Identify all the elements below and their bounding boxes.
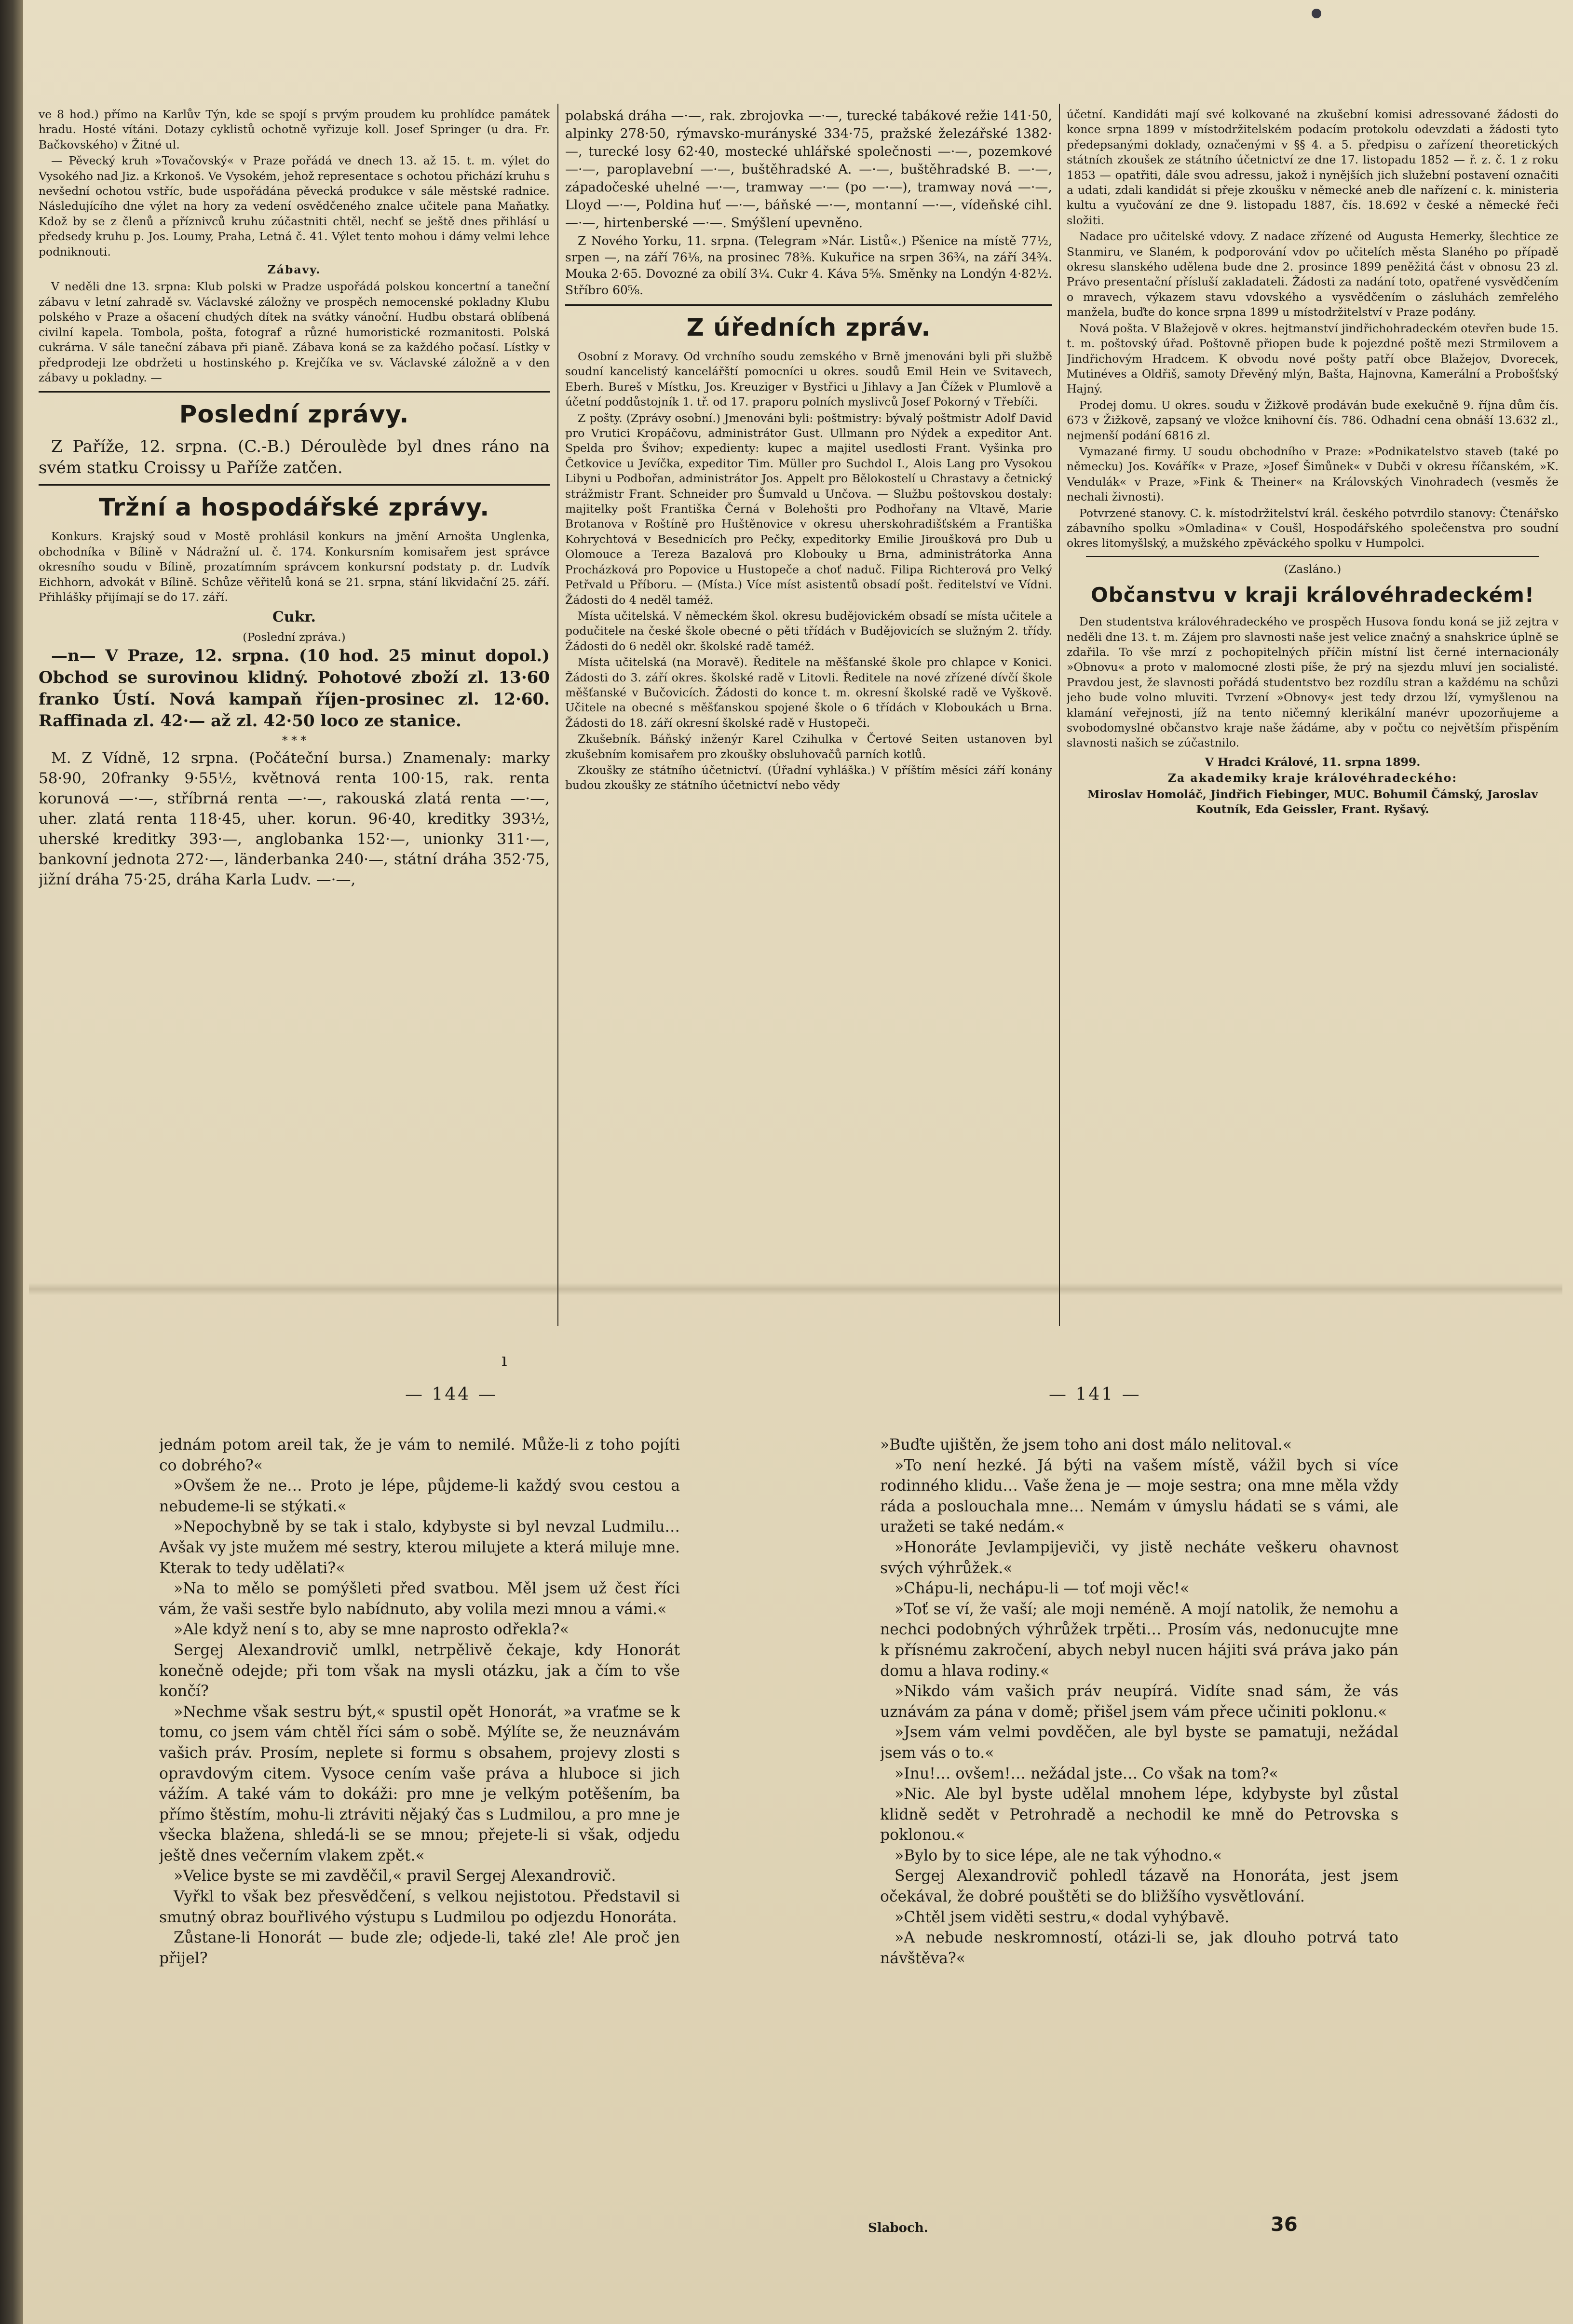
prose-paragraph: Sergej Alexandrovič umlkl, netrpělivě čekaje, kdy Honorát konečně odejde; při tom však na mysli otázku, jak a čím to vše končí? xyxy=(159,1641,680,1700)
article-paragraph: Vymazané firmy. U soudu obchodního v Praze: »Podnikatelstvo staveb (také po německu) Jos. Kovářík« v Praze, »Josef Šimůnek« v Dubči v okresu říčanském, »K. Vendulák« v Praze, »Fink & Theiner« na Královských Vinohradech (vesměs že nechali živnosti). xyxy=(1067,444,1559,504)
article-paragraph: Zkoušky ze státního účetnictví. (Úřadní vyhláška.) V příštím měsíci září konány budou zkoušky ze státního účetnictví nebo vědy xyxy=(565,763,1052,792)
page-fold-shadow xyxy=(29,1283,1562,1295)
signatory-intro: Za akademiky kraje královéhradeckého: xyxy=(1167,771,1458,785)
prose-paragraph: »Nic. Ale byl byste udělal mnohem lépe, kdybyste byl zůstal klidně sedět v Petrohradě a nechodil ke mně do Petrovska s poklonou.« xyxy=(880,1785,1398,1844)
prose-paragraph: »Bylo by to sice lépe, ale ne tak výhodno.« xyxy=(895,1847,1222,1864)
column-rule xyxy=(557,104,558,1326)
newspaper-column-2 xyxy=(565,107,1052,1327)
right-page-number: — 141 — xyxy=(1049,1385,1141,1404)
zaslano-label: (Zasláno.) xyxy=(1284,562,1342,576)
prose-paragraph: »Toť se ví, že vaší; ale moji neméně. A mojí natolik, že nemohu a nechci podobných výhrůžek trpěti… Prosím vás, nedonucujte mne k přísnému zakročení, abych nebyl nucen hájiti svá práva jako pán domu a hlava rodiny.« xyxy=(880,1600,1398,1680)
book-page-left xyxy=(159,1435,680,2187)
article-paragraph: Z Nového Yorku, 11. srpna. (Telegram »Nár. Listů«.) Pšenice na místě 77½, srpen —, na září 76⅛, na prosinec 78⅜. Kukuřice na srpen 36¾, na září 34¾. Mouka 2·65. Dovozné za obilí 3¼. Cukr 4. Káva 5⅝. Směnky na Londýn 4·82½. Stříbro 60⅝. xyxy=(565,234,1052,297)
signatories: Miroslav Homoláč, Jindřich Fiebinger, MUC. Bohumil Čámský, Jaroslav Koutník, Eda Geissler, Frant. Ryšavý. xyxy=(1087,787,1538,816)
newspaper-column-1 xyxy=(39,107,550,1327)
prose-paragraph: »Velice byste se mi zavděčil,« pravil Sergej Alexandrovič. xyxy=(174,1867,616,1885)
left-page-number: — 144 — xyxy=(405,1385,498,1404)
sheet-number: 36 xyxy=(1271,2214,1298,2236)
article-paragraph: Prodej domu. U okres. soudu v Žižkově prodáván bude exekučně 9. října dům čís. 673 v Žižkově, zapsaný ve vložce knihovní čís. 786. Odhadní cena obnáší 13.632 zl., nejmenší podání 6816 zl. xyxy=(1067,398,1559,442)
prose-paragraph: »Ale když není s to, aby se mne naprosto odřekla?« xyxy=(174,1621,569,1639)
prose-paragraph: »Ovšem že ne… Proto je lépe, půjdeme-li každý svou cestou a nebudeme-li se stýkati.« xyxy=(159,1477,680,1515)
section-subheading: Zábavy. xyxy=(267,263,321,277)
section-heading: Poslední zprávy. xyxy=(179,400,409,429)
newspaper-column-3 xyxy=(1067,107,1559,1327)
section-heading: Tržní a hospodářské zprávy. xyxy=(98,493,490,522)
article-paragraph: Z Paříže, 12. srpna. (C.-B.) Déroulède byl dnes ráno na svém statku Croissy u Paříže zatčen. xyxy=(39,437,550,478)
article-paragraph: Místa učitelská (na Moravě). Ředitele na měšťanské škole pro chlapce v Konici. Žádosti do 3. září okres. školské radě v Litovli. Ředitele na nové zřízené dívčí škole měšťanské v Bučovicích. Žádosti do konce t. m. okresní školské radě ve Vyškově. Učitele na obecné s měšťanskou spojené škole o 6 třídách v Kloboukách u Brna. Žádosti do 18. září okresní školské radě v Hustopeči. xyxy=(565,655,1052,730)
ink-spot xyxy=(1312,9,1321,18)
prose-paragraph: »Honoráte Jevlampijeviči, vy jistě necháte veškeru ohavnost svých výhrůžek.« xyxy=(880,1538,1398,1577)
article-paragraph: Potvrzené stanovy. C. k. místodržitelství král. českého potvrdilo stanovy: Čtenářsko zábavního spolku »Omladina« v Coušl, Hospodářského společenstva pro soudní okres litomyšlský, a mužského zpěváckého spolku v Humpolci. xyxy=(1067,506,1559,550)
article-paragraph: V neděli dne 13. srpna: Klub polski w Pradze uspořádá polskou koncertní a taneční zábavu v letní zahradě sv. Václavské záložny ve prospěch nemocenské pokladny Klubu polského v Praze a ošacení chudých dítek na svátky vánoční. Hudbu obstará oblíbená civilní kapela. Tombola, pošta, fotograf a různé humoristické rozmanitosti. Polská cukrárna. V sále taneční zábava při pianě. Zábava koná se za každého počasí. Lístky v předprodeji lze obdržeti u hostinského p. Krejčíka ve sv. Václavské záložně a v den zábavy u pokladny. — xyxy=(39,280,550,384)
article-paragraph: — Pěvecký kruh »Tovačovský« v Praze pořádá ve dnech 13. až 15. t. m. výlet do Vysokého nad Jiz. a Krkonoš. Ve Vysokém, jehož representace s ochotou přichází kruhu s nevšední ochotou vstříc, bude uspořádána pěvecká produkce v sále městské radnice. Následujícího dne výlet na hory za vedení osvědčeného znalce učitele pana Maňatky. Kdož by se z členů a příznivců kruhu zúčastniti chtěl, nechť se ještě dnes přihlásí u předsedy kruhu p. Jos. Loumy, Praha, Letná č. 41. Výlet tento mohou i dámy velmi lehce podniknouti. xyxy=(39,154,550,258)
prose-paragraph: »A nebude neskromností, otázi-li se, jak dlouho potrvá tato návštěva?« xyxy=(880,1929,1398,1967)
article-paragraph: účetní. Kandidáti mají své kolkované na zkušební komisi adressované žádosti do konce srpna 1899 v místodržitelském podacím protokolu odevzdati a žádosti tyto předepsanými doklady, označenými v §§ 4. a 5. předpisu o zařízení theoretických státních zkoušek ze státního účetnictví ze dne 17. listopadu 1852 — ř. z. č. 1 z roku 1853 — opatřiti, dále svou adressu, jakož i nynějších jich služební postavení označiti a udati, zdali kandidát si přeje zkoušku v německé aneb dle nařízení c. k. ministeria kultu a vyučování ze dne 9. listopadu 1887, čís. 18.692 v české a německé řeči složiti. xyxy=(1067,108,1559,227)
prose-paragraph: »Inu!… ovšem!… nežádal jste… Co však na tom?« xyxy=(895,1765,1278,1782)
article-paragraph: Nadace pro učitelské vdovy. Z nadace zřízené od Augusta Hemerky, šlechtice ze Stanmiru, ve Slaném, k podporování vdov po učitelích města Slaného po případě okresu slanského udělena bude dne 2. prosince 1899 peněžitá část v obnosu 23 zl. Právo presentační přísluší zakladateli. Žádosti za nadání toto, opatřené vysvědčením o mravech, výkazem stavu vdovského a vysvědčením o zásluhách zemřelého manžela, buďte do konce srpna 1899 u místodržitelství v Praze podány. xyxy=(1067,230,1559,319)
prose-paragraph: »To není hezké. Já býti na vašem místě, vážil bych si více rodinného klidu… Vaše žena je — moje sestra; ona mne měla vždy ráda a poslouchala mne… Nemám v úmyslu hádati se s vámi, ale uražeti se také nedám.« xyxy=(880,1456,1398,1536)
divider xyxy=(1086,556,1539,557)
signature-mark: Slaboch. xyxy=(868,2221,928,2235)
prose-paragraph: Sergej Alexandrovič pohledl tázavě na Honoráta, jest jsem očekával, že dobré pouštěti se do bližšího vysvětlování. xyxy=(880,1867,1398,1906)
prose-paragraph: »Chtěl jsem viděti sestru,« dodal vyhýbavě. xyxy=(895,1908,1230,1926)
prose-paragraph: »Jsem vám velmi povděčen, ale byl byste se pamatuji, nežádal jsem vás o to.« xyxy=(880,1724,1398,1762)
article-paragraph: Místa učitelská. V německém škol. okresu budějovickém obsadí se místa učitele a podučitele na české škole obecné o pěti třídách v Budějovicích se služným 2. třídy. Žádosti do 6 neděl okr. školské radě taméž. xyxy=(565,609,1052,653)
prose-paragraph: jednám potom areil tak, že je vám to nemilé. Může-li z toho pojíti co dobrého?« xyxy=(159,1436,680,1474)
article-paragraph: Z pošty. (Zprávy osobní.) Jmenováni byli: poštmistry: bývalý poštmistr Adolf David pro Vrutici Kropáčovu, administrátor Gust. Ullmann pro Nýdek a expeditor Ant. Spelda pro Švihov; expedienty: kupec a majitel usedlosti Frant. Vyšinka pro Četkovice u Jevíčka, expeditor Tim. Müller pro Suchdol I., Alois Lang pro Vysokou Libyni u Podbořan, administrátor Jos. Appelt pro Bělokostelí u Chrastavy a četnický strážmistr Frant. Schneider pro Šumvald u Unčova. — Službu poštovskou dostaly: majitelky pošt Františka Černá v Bolehošti pro Podhořany na Vltavě, Marie Brotanova v Roštíně pro Huštěnovice v okresu uherskohradišťském a Františka Kohrychtová v Besednicích pro Pečky, expeditorky Emilie Jiroušková pro Dub u Olomouce a Tereza Bazalová pro Klobouky u Brna, administrátorka Anna Procházková pro Popovice u Hustopeče a choť naduč. Filipa Richterová pro Velký Petřvald u Příboru. — (Místa.) Více míst asistentů obsadí pošt. ředitelství ve Vídni. Žádosti do 4 neděl taméž. xyxy=(565,411,1052,607)
book-binding-edge xyxy=(0,0,23,2324)
article-paragraph: polabská dráha —·—, rak. zbrojovka —·—, turecké tabákové režie 141·50, alpinky 278·50, rýmavsko-murányské 334·75, pražské železářské 1382·—, turecké losy 62·40, mostecké uhlářské společnosti —·—, pozemkové —·—, paroplavební —·—, buštěhradské A. —·—, buštěhradské B. —·—, západočeské uhelné —·—, tramway —·— (po —·—), tramway nová —·—, Lloyd —·—, Poldina huť —·—, báňské —·—, montanní —·—, vídeňské cihl. —·—, hirtenberské —·—. Smýšlení upevněno. xyxy=(565,109,1052,231)
column-rule xyxy=(1059,104,1060,1326)
stray-mark: ı xyxy=(502,1350,507,1370)
article-paragraph: —n— V Praze, 12. srpna. (10 hod. 25 minut dopol.) Obchod se surovinou klidný. Pohotové zboží zl. 13·60 franko Ústí. Nová kampaň říjen-prosinec zl. 12·60. Raffinada zl. 42·— až zl. 42·50 loco ze stanice. xyxy=(39,646,550,731)
prose-paragraph: »Nepochybně by se tak i stalo, kdybyste si byl nevzal Ludmilu… Avšak vy jste mužem mé sestry, kterou milujete a která miluje mne. Kterak to tedy udělati?« xyxy=(159,1518,680,1577)
asterism: * * * xyxy=(282,733,307,747)
prose-paragraph: Zůstane-li Honorát — bude zle; odjede-li, také zle! Ale proč jen přijel? xyxy=(159,1929,680,1967)
article-paragraph: Osobní z Moravy. Od vrchního soudu zemského v Brně jmenováni byli při službě soudní kancelistý kancelářští pomocníci u okres. soudů Emil Hein ve Svitavech, Eberh. Bureš v Místku, Jos. Kreuziger v Bystřici u Jihlavy a Jan Čížek v Plumlově a účetní poddůstojník 1. tř. od 17. praporu polních myslivců Josef Pokorný v Třebíči. xyxy=(565,350,1052,409)
prose-paragraph: »Na to mělo se pomýšleti před svatbou. Měl jsem už čest říci vám, že vaši sestře bylo nabídnuto, aby volila mezi mnou a vámi.« xyxy=(159,1580,680,1618)
prose-paragraph: »Nechme však sestru být,« spustil opět Honorát, »a vraťme se k tomu, co jsem vám chtěl říci sám o sobě. Mýlíte se, že neuznávám vašich práv. Prosím, neplete si formu s obsahem, projevy zlosti s opravdovým citem. Vysoce cením vaše práva a hluboce si jich vážím. A také vám to dokáži: pro mne je velkým potěšením, ba přímo štěstím, mohu-li ztráviti nějaký čas s Ludmilou, a pro mne je všecka blažena, shledá-li se se mnou; přejete-li si však, odjedu ještě dnes večerním vlakem zpět.« xyxy=(159,1703,680,1864)
prose-paragraph: Vyřkl to však bez přesvědčení, s velkou nejistotou. Představil si smutný obraz bouřlivého výstupu s Ludmilou po odjezdu Honoráta. xyxy=(159,1888,680,1926)
divider xyxy=(39,484,550,486)
divider xyxy=(565,304,1052,306)
section-subheading: Cukr. xyxy=(272,609,316,626)
article-paragraph: M. Z Vídně, 12 srpna. (Počáteční bursa.) Znamenaly: marky 58·90, 20franky 9·55½, květnová renta 100·15, rak. renta korunová —·—, stříbrná renta —·—, rakouská zlatá renta —·—, uher. zlatá renta 118·45, uher. korun. 96·40, kreditky 393½, uherské kreditky 393·—, anglobanka 152·—, unionky 311·—, bankovní jednota 272·—, länderbanka 240·—, státní dráha 352·75, jižní dráha 75·25, dráha Karla Ludv. —·—, xyxy=(39,749,550,889)
section-heading: Z úředních zpráv. xyxy=(686,313,931,341)
article-paragraph: Den studentstva královéhradeckého ve prospěch Husova fondu koná se již zejtra v neděli dne 13. t. m. Zájem pro slavnosti naše jest velice značný a snahskrice úplně se zdařila. To vše mrzí z pochopitelných příčin místní list černé internacionály »Obnovu« a proto v malomocné zlosti píše, že prý na sjezdu mluví jen socialisté. Pravdou jest, že slavnosti pořádá studentstvo bez rozdílu stran a každému na schůzi jeho bude volno mluviti. Tvrzení »Obnovy« jest tedy drzou lží, vymyšlenou na klamání veřejnosti, jíž na tento ničemný klerikální manévr upozorňujeme a svobodomyslné občanstvo kraje naše žádáme, aby v počtu co největším přispěním slavnosti našich se zúčastnilo. xyxy=(1067,615,1559,750)
article-paragraph: ve 8 hod.) přímo na Karlův Týn, kde se spojí s prvým proudem ku prohlídce památek hradu. Hosté vítáni. Dotazy cyklistů ochotně vyřizuje koll. Josef Springer (u dra. Fr. Bačkovského) v Žitné ul. xyxy=(39,108,550,151)
book-page-right xyxy=(880,1435,1398,2187)
article-paragraph: Zkušebník. Báňský inženýr Karel Czihulka v Čertové Seiten ustanoven byl zkušebním komisařem pro zkoušky obsluhovačů parních kotlů. xyxy=(565,732,1052,761)
prose-paragraph: »Buďte ujištěn, že jsem toho ani dost málo nelitoval.« xyxy=(880,1436,1292,1454)
prose-paragraph: »Nikdo vám vašich práv neupírá. Vidíte snad sám, že vás uznávám za pána v domě; přišel jsem vám přece učiniti poklonu.« xyxy=(880,1683,1398,1721)
article-paragraph: Konkurs. Krajský soud v Mostě prohlásil konkurs na jmění Arnošta Unglenka, obchodníka v Bílině v Nádražní ul. č. 174. Konkursním komisařem jest správce okresního soudu v Bílině, prozatímním správcem konkursní podstaty p. dr. Ludvík Eichhorn, advokát v Bílině. Schůze věřitelů koná se 21. srpna, stání likvidační 25. září. Přihlášky přijímají se do 17. září. xyxy=(39,530,550,604)
article-paragraph: Nová pošta. V Blažejově v okres. hejtmanství jindřichohradeckém otevřen bude 15. t. m. poštovský úřad. Poštovně přiopen bude k pojezdné poště mezi Strmilovem a Jindřichovým Hradcem. K obvodu nové pošty patří obce Blažejov, Dvorecek, Mutinéves a Oldřiš, samoty Dřevěný mlýn, Bašta, Hajnovna, Kamerální a Probošťský Hajný. xyxy=(1067,321,1559,396)
prose-paragraph: »Chápu-li, nechápu-li — toť moji věc!« xyxy=(895,1580,1190,1598)
divider xyxy=(39,391,550,393)
subheading-note: (Poslední zpráva.) xyxy=(243,630,346,644)
section-heading: Občanstvu v kraji královéhradeckém! xyxy=(1091,583,1534,607)
dateline: V Hradci Králové, 11. srpna 1899. xyxy=(1205,755,1421,769)
